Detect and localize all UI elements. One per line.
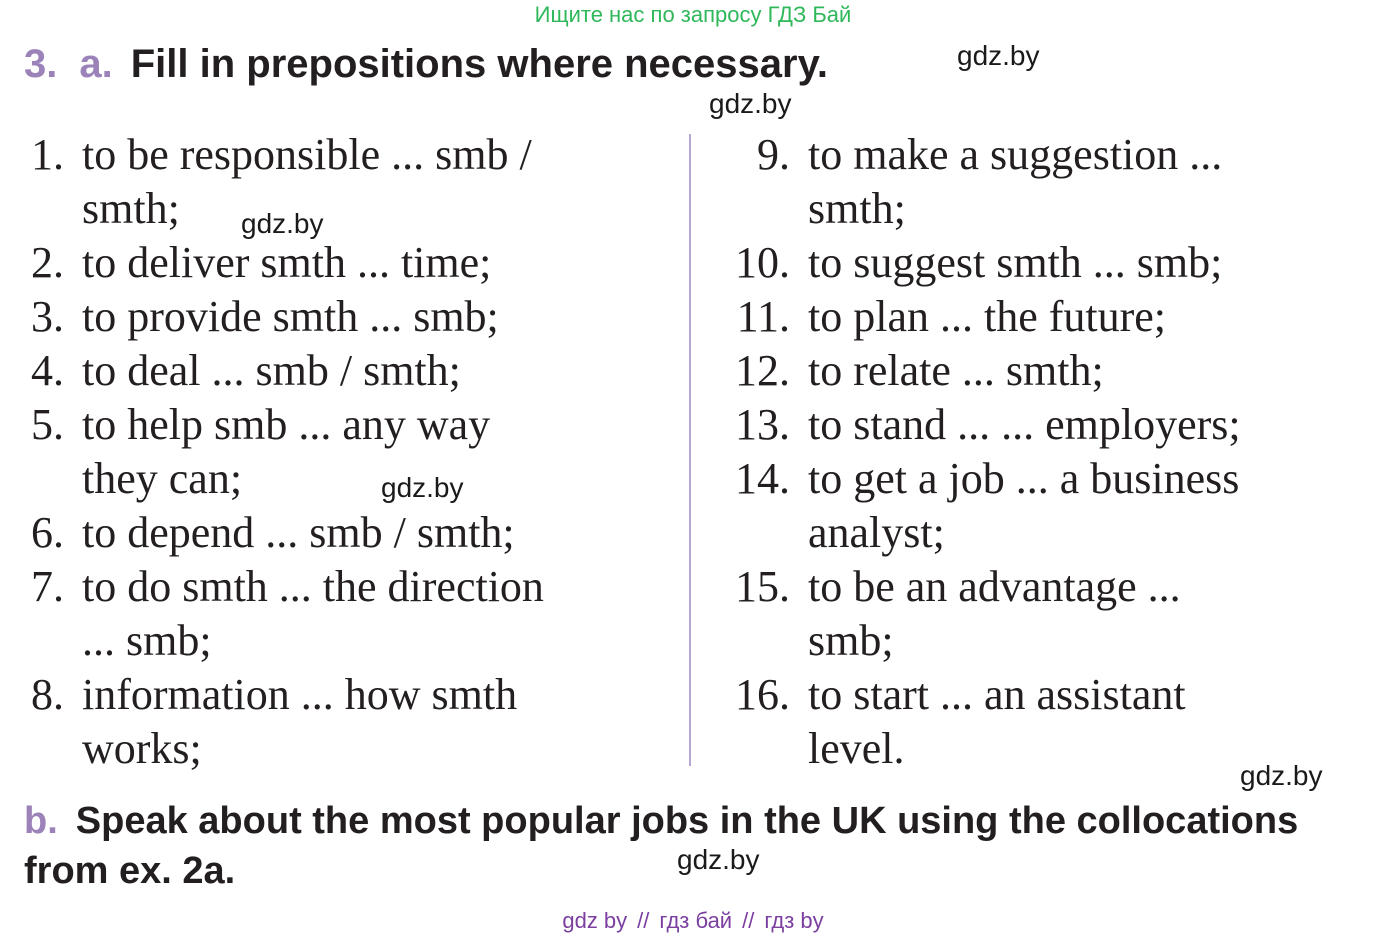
item-text-line: to provide smth ... smb; <box>82 292 499 341</box>
list-item <box>31 506 544 560</box>
exercise-heading <box>24 42 828 87</box>
item-text-line: to relate ... smth; <box>808 346 1104 395</box>
part-b-letter: b. <box>24 800 58 842</box>
item-number: 3. <box>31 292 64 341</box>
item-text-line: information ... how smth <box>82 670 518 719</box>
item-number: 8. <box>31 670 64 719</box>
list-item <box>31 344 544 398</box>
item-text-line: to get a job ... a business <box>808 454 1240 503</box>
footer-part: gdz by <box>562 908 628 933</box>
watermark: gdz.by <box>1240 760 1323 791</box>
watermark: gdz.by <box>241 208 324 239</box>
item-text-line: to deal ... smb / smth; <box>82 346 461 395</box>
item-number: 2. <box>31 238 64 287</box>
list-item <box>31 290 544 344</box>
item-number: 5. <box>31 400 64 449</box>
exercise-number: 3. <box>24 42 58 86</box>
watermark: gdz.by <box>677 844 760 875</box>
footer-separator: // <box>742 908 755 933</box>
watermark: gdz.by <box>709 88 792 119</box>
item-text-line: to be responsible ... smb / <box>82 130 532 179</box>
item-number: 11. <box>736 292 790 341</box>
watermark: gdz.by <box>381 472 464 503</box>
part-b-task <box>24 796 1374 896</box>
watermark: gdz.by <box>957 40 1040 71</box>
item-text-line: level. <box>808 724 905 773</box>
item-text-line: smb; <box>808 616 894 665</box>
item-number: 13. <box>735 400 790 449</box>
list-item <box>735 668 1241 776</box>
item-text-line: to deliver smth ... time; <box>82 238 492 287</box>
right-column-list <box>735 128 1241 776</box>
item-text-line: to make a suggestion ... <box>808 130 1223 179</box>
list-item <box>31 560 544 668</box>
item-number: 14. <box>735 454 790 503</box>
item-text-line: to help smb ... any way <box>82 400 491 449</box>
item-text-line: smth; <box>808 184 906 233</box>
item-text-line: they can; <box>82 454 243 503</box>
list-item <box>736 290 1241 344</box>
list-item <box>31 668 544 776</box>
item-number: 10. <box>735 238 790 287</box>
item-number: 16. <box>735 670 790 719</box>
item-text-line: ... smb; <box>82 616 212 665</box>
list-item <box>735 344 1241 398</box>
item-text-line: to start ... an assistant <box>808 670 1186 719</box>
item-text-line: works; <box>82 724 202 773</box>
part-a-letter: a. <box>79 42 113 86</box>
item-number: 15. <box>735 562 790 611</box>
item-text-line: to be an advantage ... <box>808 562 1181 611</box>
item-text-line: smth; <box>82 184 180 233</box>
item-text-line: analyst; <box>808 508 945 557</box>
part-a-title: Fill in prepositions where necessary. <box>130 42 828 86</box>
list-item <box>735 236 1241 290</box>
item-number: 1. <box>31 130 64 179</box>
list-item <box>735 452 1241 560</box>
item-number: 6. <box>31 508 64 557</box>
footer-part: гдз by <box>764 908 824 933</box>
footer-separator: // <box>637 908 650 933</box>
item-text-line: to depend ... smb / smth; <box>82 508 515 557</box>
list-item <box>31 236 544 290</box>
item-number: 4. <box>31 346 64 395</box>
item-number: 7. <box>31 562 64 611</box>
part-b-text: Speak about the most popular jobs in the UK using the collocations from ex. 2a. <box>24 800 1299 892</box>
footer-part: гдз бай <box>659 908 733 933</box>
item-number: 9. <box>757 130 790 179</box>
item-text-line: to suggest smth ... smb; <box>808 238 1223 287</box>
top-banner: Ищите нас по запросу ГДЗ Бай <box>534 2 852 27</box>
list-item <box>735 560 1241 668</box>
column-divider <box>689 134 691 766</box>
item-text-line: to do smth ... the direction <box>82 562 544 611</box>
item-text-line: to stand ... ... employers; <box>808 400 1241 449</box>
list-item <box>735 398 1241 452</box>
footer <box>0 908 1386 934</box>
item-text-line: to plan ... the future; <box>808 292 1167 341</box>
list-item <box>31 398 544 506</box>
list-item <box>757 128 1241 236</box>
item-number: 12. <box>735 346 790 395</box>
